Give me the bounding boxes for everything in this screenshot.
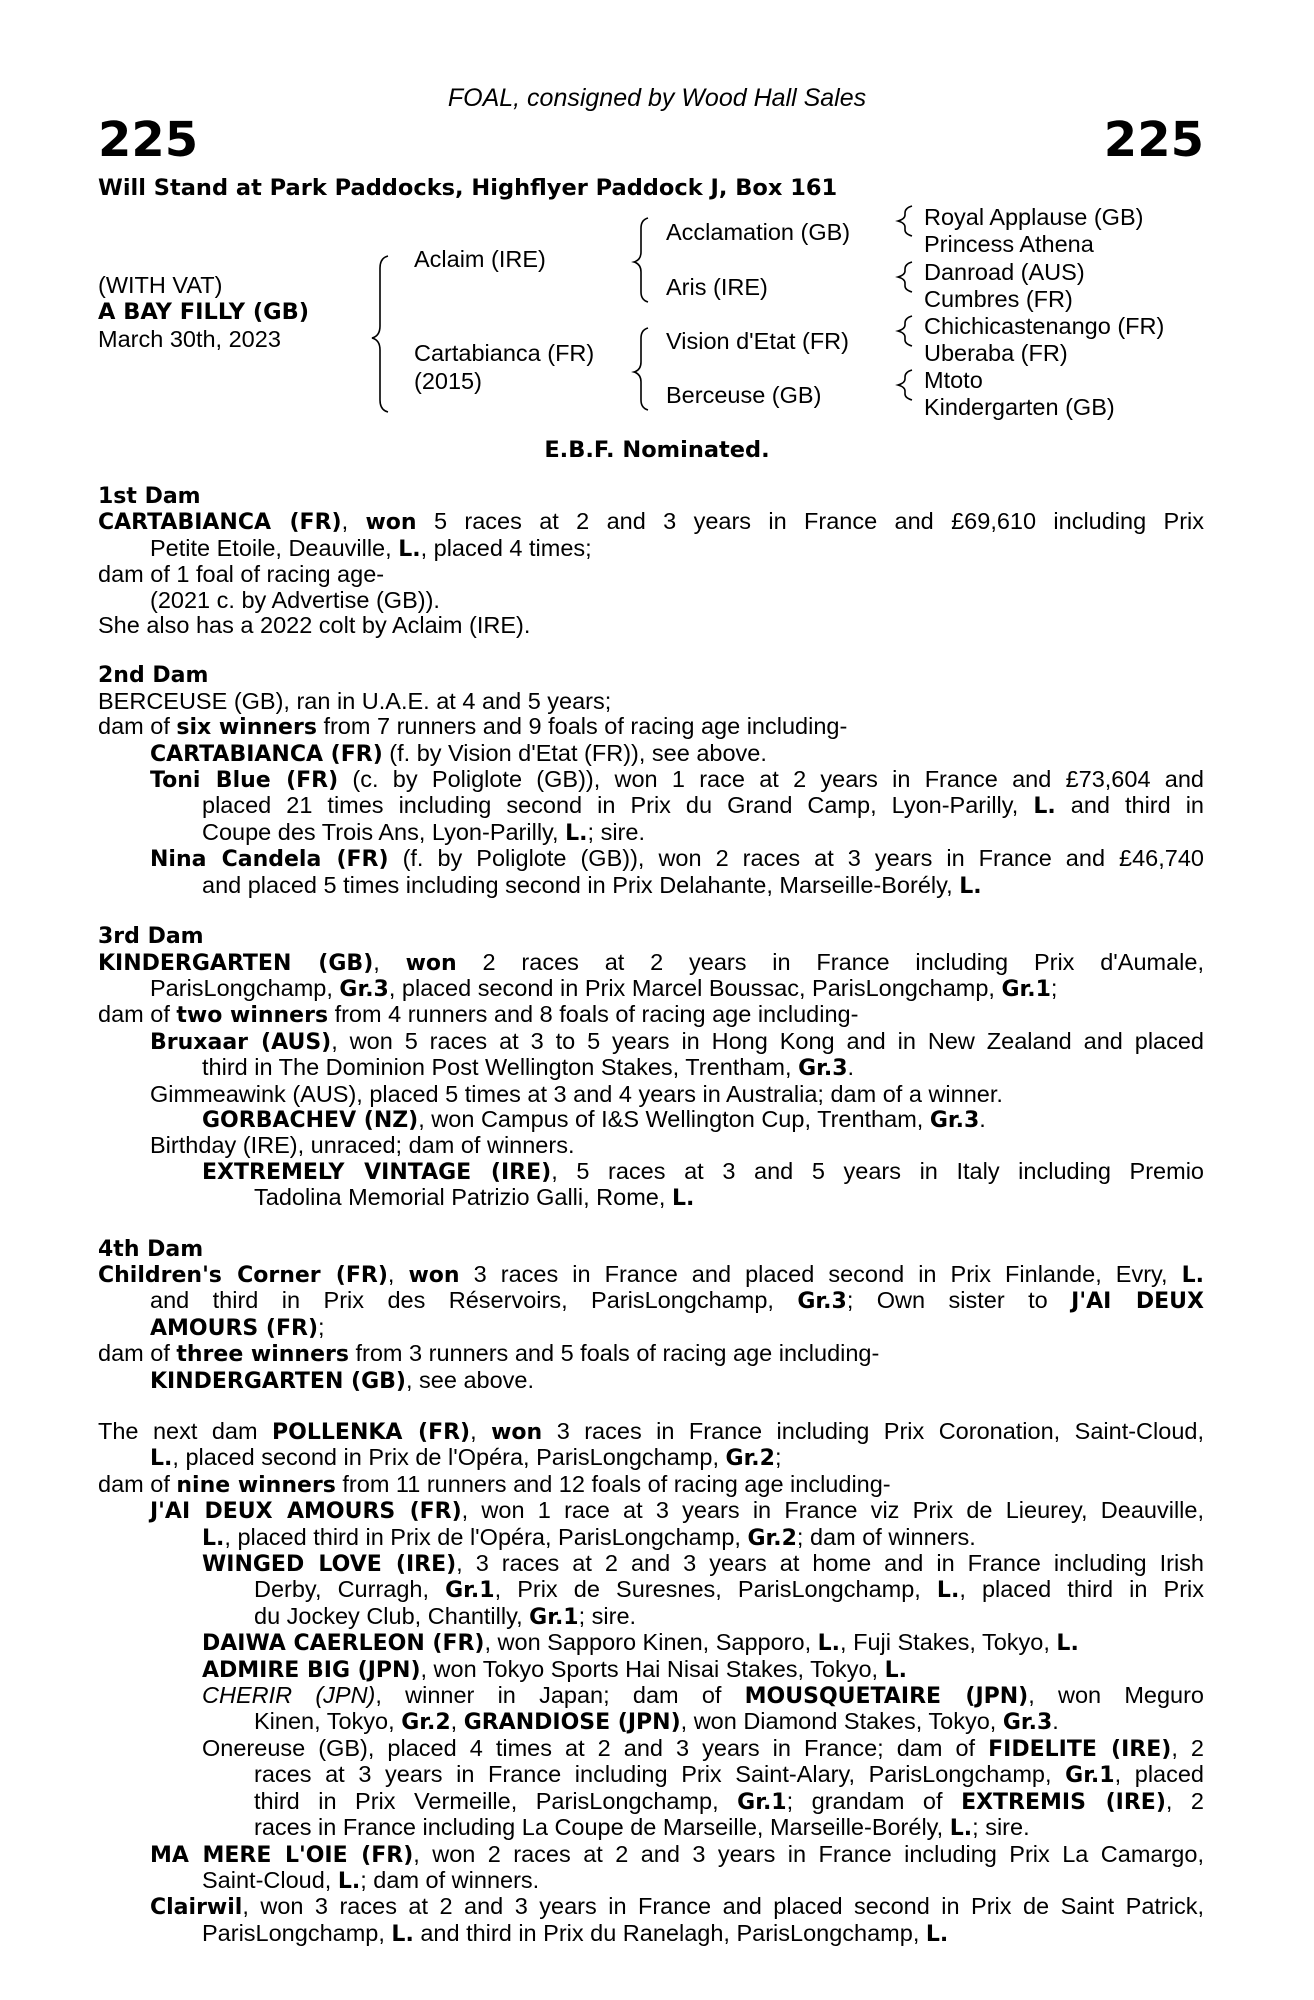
pedigree-gen3-1: Royal Applause (GB) (924, 204, 1144, 230)
listed-marker: L. (337, 1868, 361, 1894)
text: , 2 (1165, 1787, 1204, 1814)
progeny-name: J'AI DEUX AMOURS (FR) (150, 1499, 462, 1525)
text: Derby, Curragh, (254, 1576, 446, 1603)
progeny-name: GORBACHEV (NZ) (202, 1107, 419, 1133)
group-marker: Gr.3 (1002, 1710, 1053, 1736)
progeny-name: EXTREMIS (IRE) (961, 1789, 1166, 1815)
dam1-line: She also has a 2022 colt by Aclaim (IRE). (98, 612, 531, 639)
next-dam-line (98, 1709, 1204, 1735)
listed-marker: L. (202, 1525, 225, 1551)
text: 5 races at 2 and 3 years in France and £69,610 including Prix (416, 508, 1204, 535)
dam1-heading: 1st Dam (98, 484, 201, 509)
dam3-line: Gimmeawink (AUS), placed 5 times at 3 and 4 years in Australia; dam of a winner. (150, 1080, 1003, 1107)
text: Kinen, Tokyo, (254, 1708, 402, 1735)
progeny-name-italic: CHERIR (JPN) (202, 1682, 376, 1709)
lot-number-left: 225 (98, 112, 199, 168)
text: , won 5 races at 3 to 5 years in Hong Kong and in New Zealand and placed (331, 1027, 1205, 1054)
dam3-line (98, 950, 1204, 976)
pedigree-dam-dam: Berceuse (GB) (666, 382, 822, 408)
text: , (341, 508, 366, 535)
text: ; dam of winners. (796, 1523, 976, 1550)
dam3-line: Birthday (IRE), unraced; dam of winners. (150, 1132, 575, 1159)
text: . (1052, 1708, 1059, 1735)
group-marker: Gr.1 (737, 1789, 787, 1815)
text: from 7 runners and 9 foals of racing age including- (316, 713, 848, 740)
group-marker: Gr.1 (445, 1578, 495, 1604)
text: and third in Prix des Réservoirs, ParisLongchamp, (150, 1287, 798, 1314)
listed-marker: L. (565, 820, 588, 846)
pedigree-gen3-8: Kindergarten (GB) (924, 394, 1115, 420)
vat-note: (WITH VAT) (98, 272, 223, 298)
dam3-line (98, 1002, 1204, 1028)
progeny-name: ADMIRE BIG (JPN) (202, 1657, 421, 1683)
dam3-line (98, 1029, 1204, 1055)
dam4-line (98, 1315, 1204, 1341)
dam3-line (98, 1055, 1204, 1081)
progeny-name: Bruxaar (AUS) (150, 1029, 332, 1055)
dam1-line: (2021 c. by Advertise (GB)). (150, 586, 440, 613)
text: , placed second in Prix de l'Opéra, ParisLongchamp, (172, 1444, 726, 1471)
dam3-name: KINDERGARTEN (GB) (98, 950, 374, 976)
text: and third in Prix du Ranelagh, ParisLongchamp, (413, 1919, 926, 1946)
group-marker: Gr.1 (1065, 1763, 1115, 1789)
text: . (979, 1105, 986, 1132)
won-word: won (491, 1420, 543, 1445)
winners-count: three winners (176, 1342, 349, 1368)
progeny-name: FIDELITE (IRE) (988, 1736, 1172, 1762)
text: , won Campus of I&S Wellington Cup, Trentham, (418, 1105, 930, 1132)
progeny-name: MA MERE L'OIE (FR) (150, 1842, 414, 1868)
group-marker: Gr.2 (401, 1710, 451, 1736)
dam2-line (98, 714, 1204, 740)
dam2-line (98, 767, 1204, 793)
progeny-name: WINGED LOVE (IRE) (202, 1552, 457, 1578)
dam4-name: Children's Corner (FR) (98, 1262, 388, 1288)
next-dam-line (98, 1762, 1204, 1788)
dam3-line (98, 1159, 1204, 1185)
group-marker: Gr.2 (747, 1525, 797, 1551)
text: , Fuji Stakes, Tokyo, (840, 1629, 1057, 1656)
next-dam-line (98, 1419, 1204, 1445)
text: , won Tokyo Sports Hai Nisai Stakes, Tokyo, (420, 1655, 885, 1682)
listed-marker: L. (398, 536, 421, 562)
progeny-name: CARTABIANCA (FR) (150, 741, 383, 767)
text: Tadolina Memorial Patrizio Galli, Rome, (254, 1184, 672, 1211)
next-dam-line (98, 1604, 1204, 1630)
dam4-line (98, 1262, 1204, 1288)
won-word: won (405, 950, 457, 976)
text: ; Own sister to (846, 1287, 1072, 1314)
group-marker: Gr.3 (339, 976, 389, 1002)
dam3-line (98, 1107, 1204, 1133)
text: ; dam of winners. (360, 1866, 540, 1893)
next-dam-line (98, 1683, 1204, 1709)
dam2-heading: 2nd Dam (98, 663, 209, 689)
text: ; sire. (587, 818, 645, 845)
pedigree-sire-dam: Aris (IRE) (666, 274, 768, 300)
group-marker: Gr.3 (797, 1289, 847, 1315)
text: dam of (98, 1470, 177, 1497)
next-dam-line (98, 1921, 1204, 1947)
consignor-line: FOAL, consigned by Wood Hall Sales (447, 84, 867, 112)
pedigree-gen3-3: Danroad (AUS) (924, 259, 1085, 285)
text: , won Diamond Stakes, Tokyo, (680, 1708, 1003, 1735)
text: du Jockey Club, Chantilly, (254, 1602, 530, 1629)
next-dam-line (98, 1498, 1204, 1524)
listed-marker: L. (884, 1657, 908, 1683)
listed-marker: L. (817, 1631, 841, 1657)
listed-marker: L. (925, 1921, 949, 1947)
winners-count: six winners (176, 715, 317, 741)
text: ParisLongchamp, (150, 974, 340, 1001)
pedigree-dam-sire: Vision d'Etat (FR) (666, 328, 849, 354)
text: , 2 (1171, 1734, 1204, 1761)
dam3-heading: 3rd Dam (98, 924, 204, 950)
dam2-line (98, 741, 1204, 767)
lot-number-right: 225 (1103, 112, 1204, 168)
sibling-name: J'AI DEUX (1071, 1289, 1204, 1315)
text: 3 races in France and placed second in Prix Finlande, Evry, (459, 1260, 1182, 1287)
next-dam-line (98, 1736, 1204, 1762)
next-dam-line (98, 1445, 1204, 1471)
text: , won 3 races at 2 and 3 years in France and placed second in Prix de Saint Patrick, (242, 1893, 1204, 1920)
text: , 5 races at 3 and 5 years in Italy including Premio (551, 1157, 1204, 1184)
dam-sections (98, 484, 1204, 1947)
dam2-line (98, 873, 1204, 899)
ebf-nominated: E.B.F. Nominated. (544, 437, 770, 463)
next-dam-line (98, 1657, 1204, 1683)
next-dam-line (98, 1551, 1204, 1577)
won-word: won (408, 1262, 460, 1288)
dam2-line: BERCEUSE (GB), ran in U.A.E. at 4 and 5 years; (98, 687, 612, 714)
text: , winner in Japan; dam of (375, 1682, 745, 1709)
next-dam-line (98, 1894, 1204, 1920)
text: Coupe des Trois Ans, Lyon-Parilly, (202, 818, 566, 845)
dam2-line (98, 846, 1204, 872)
text: , (470, 1418, 492, 1444)
dam4-line (98, 1288, 1204, 1314)
text: Saint-Cloud, (202, 1866, 338, 1893)
text: and third in (1055, 792, 1204, 819)
text: Petite Etoile, Deauville, (150, 534, 399, 561)
winners-count: nine winners (176, 1472, 336, 1498)
text: 2 races at 2 years in France including Prix d'Aumale, (456, 948, 1204, 975)
dam1-line (98, 536, 1204, 562)
text: races in France including La Coupe de Marseille, Marseille-Borély, (254, 1814, 950, 1841)
text: , won Meguro (1028, 1682, 1205, 1709)
text: , Prix de Suresnes, ParisLongchamp, (494, 1576, 937, 1603)
next-dam-line (98, 1577, 1204, 1603)
text: dam of (98, 1340, 177, 1367)
dam1-line: dam of 1 foal of racing age- (98, 561, 385, 588)
pedigree-gen3-5: Chichicastenango (FR) (924, 313, 1165, 339)
dam4-line (98, 1341, 1204, 1367)
listed-marker: L. (150, 1446, 173, 1472)
group-marker: Gr.3 (798, 1056, 848, 1082)
group-marker: Gr.2 (725, 1446, 775, 1472)
dam2-line (98, 820, 1204, 846)
next-dam-line (98, 1525, 1204, 1551)
pedigree-gen3-7: Mtoto (924, 367, 983, 393)
text: The next dam (98, 1418, 273, 1444)
progeny-name: Clairwil (150, 1895, 243, 1921)
text: , won Sapporo Kinen, Sapporo, (484, 1629, 818, 1656)
text: ; (1050, 974, 1058, 1001)
text: dam of (98, 713, 177, 740)
text: (c. by Poliglote (GB)), won 1 race at 2 years in France and £73,604 and (338, 766, 1204, 793)
text: third in The Dominion Post Wellington Stakes, Trentham, (202, 1054, 799, 1081)
next-dam-line (98, 1815, 1204, 1841)
text: , (387, 1260, 409, 1287)
text: . (847, 1054, 855, 1081)
stand-location: Will Stand at Park Paddocks, Highflyer Paddock J, Box 161 (98, 175, 838, 201)
listed-marker: L. (959, 873, 982, 899)
group-marker: Gr.1 (1001, 976, 1051, 1002)
progeny-name: Nina Candela (FR) (150, 847, 389, 873)
progeny-name: GRANDIOSE (JPN) (463, 1710, 681, 1736)
dam3-line (98, 976, 1204, 1002)
text: from 3 runners and 5 foals of racing age including- (348, 1340, 880, 1367)
group-marker: Gr.3 (929, 1107, 980, 1133)
text: 3 races in France including Prix Coronation, Saint-Cloud, (542, 1418, 1204, 1444)
dam4-line (98, 1368, 1204, 1394)
dam2-line (98, 793, 1204, 819)
next-dam-line (98, 1868, 1204, 1894)
won-word: won (365, 510, 417, 536)
progeny-name: KINDERGARTEN (GB) (150, 1368, 406, 1394)
progeny-name: MOUSQUETAIRE (JPN) (744, 1684, 1029, 1710)
listed-marker: L. (1056, 1631, 1079, 1657)
text: (f. by Poliglote (GB)), won 2 races at 3 years in France and £46,740 (388, 845, 1204, 872)
text: , placed third in Prix de l'Opéra, ParisLongchamp, (224, 1523, 748, 1550)
text: (f. by Vision d'Etat (FR)), see above. (382, 739, 767, 766)
text: Onereuse (GB), placed 4 times at 2 and 3 years in France; dam of (202, 1734, 989, 1761)
text: , won 2 races at 2 and 3 years in France including Prix La Camargo, (413, 1840, 1204, 1867)
text: ; grandam of (786, 1787, 962, 1814)
horse-name: A BAY FILLY (GB) (98, 299, 310, 325)
next-dam-line (98, 1789, 1204, 1815)
text: , (373, 948, 406, 975)
text: , placed 4 times; (420, 534, 592, 561)
text: ParisLongchamp, (202, 1919, 392, 1946)
text: ; (774, 1444, 782, 1471)
pedigree-gen3-4: Cumbres (FR) (924, 286, 1073, 312)
text: ; sire. (578, 1602, 637, 1629)
listed-marker: L. (391, 1921, 414, 1947)
text: ; (318, 1313, 325, 1340)
text: , (450, 1708, 464, 1735)
text: from 11 runners and 12 foals of racing age including- (335, 1470, 891, 1497)
pedigree-dam: Cartabianca (FR) (414, 340, 595, 366)
text: , won 1 race at 3 years in France viz Prix de Lieurey, Deauville, (461, 1497, 1204, 1524)
next-dam-line (98, 1630, 1204, 1656)
pedigree-dam-year: (2015) (414, 368, 482, 394)
next-dam-name: POLLENKA (FR) (272, 1420, 471, 1445)
text: , placed second in Prix Marcel Boussac, ParisLongchamp, (388, 974, 1002, 1001)
progeny-name: Toni Blue (FR) (150, 768, 339, 794)
listed-marker: L. (671, 1186, 695, 1212)
progeny-name: DAIWA CAERLEON (FR) (202, 1631, 485, 1657)
dam4-heading: 4th Dam (98, 1236, 204, 1262)
dam1-name: CARTABIANCA (FR) (98, 510, 342, 536)
text: , 3 races at 2 and 3 years at home and in France including Irish (456, 1550, 1204, 1577)
sibling-name: AMOURS (FR) (150, 1315, 319, 1341)
pedigree-gen3-6: Uberaba (FR) (924, 340, 1068, 366)
listed-marker: L. (1033, 794, 1056, 820)
text: ; sire. (972, 1814, 1030, 1841)
pedigree-sire-sire: Acclamation (GB) (666, 219, 851, 245)
winners-count: two winners (176, 1003, 329, 1029)
next-dam-line (98, 1472, 1204, 1498)
text: dam of (98, 1001, 177, 1028)
pedigree-sire: Aclaim (IRE) (414, 246, 546, 272)
text: third in Prix Vermeille, ParisLongchamp, (254, 1787, 738, 1814)
listed-marker: L. (936, 1578, 960, 1604)
text: , see above. (405, 1366, 535, 1393)
listed-marker: L. (949, 1816, 973, 1842)
foaling-date: March 30th, 2023 (98, 326, 281, 352)
text: , placed (1114, 1761, 1205, 1788)
text: from 4 runners and 8 foals of racing age including- (328, 1001, 859, 1028)
listed-marker: L. (1181, 1262, 1205, 1288)
progeny-name: EXTREMELY VINTAGE (IRE) (202, 1159, 552, 1185)
dam3-line (98, 1185, 1204, 1211)
text: placed 21 times including second in Prix du Grand Camp, Lyon-Parilly, (202, 792, 1034, 819)
group-marker: Gr.1 (529, 1604, 579, 1630)
pedigree-gen3-2: Princess Athena (924, 231, 1094, 257)
text: , placed third in Prix (959, 1576, 1204, 1603)
next-dam-line (98, 1842, 1204, 1868)
dam1-line (98, 509, 1204, 535)
text: races at 3 years in France including Prix Saint-Alary, ParisLongchamp, (254, 1761, 1066, 1788)
text: and placed 5 times including second in Prix Delahante, Marseille-Borély, (202, 871, 960, 898)
